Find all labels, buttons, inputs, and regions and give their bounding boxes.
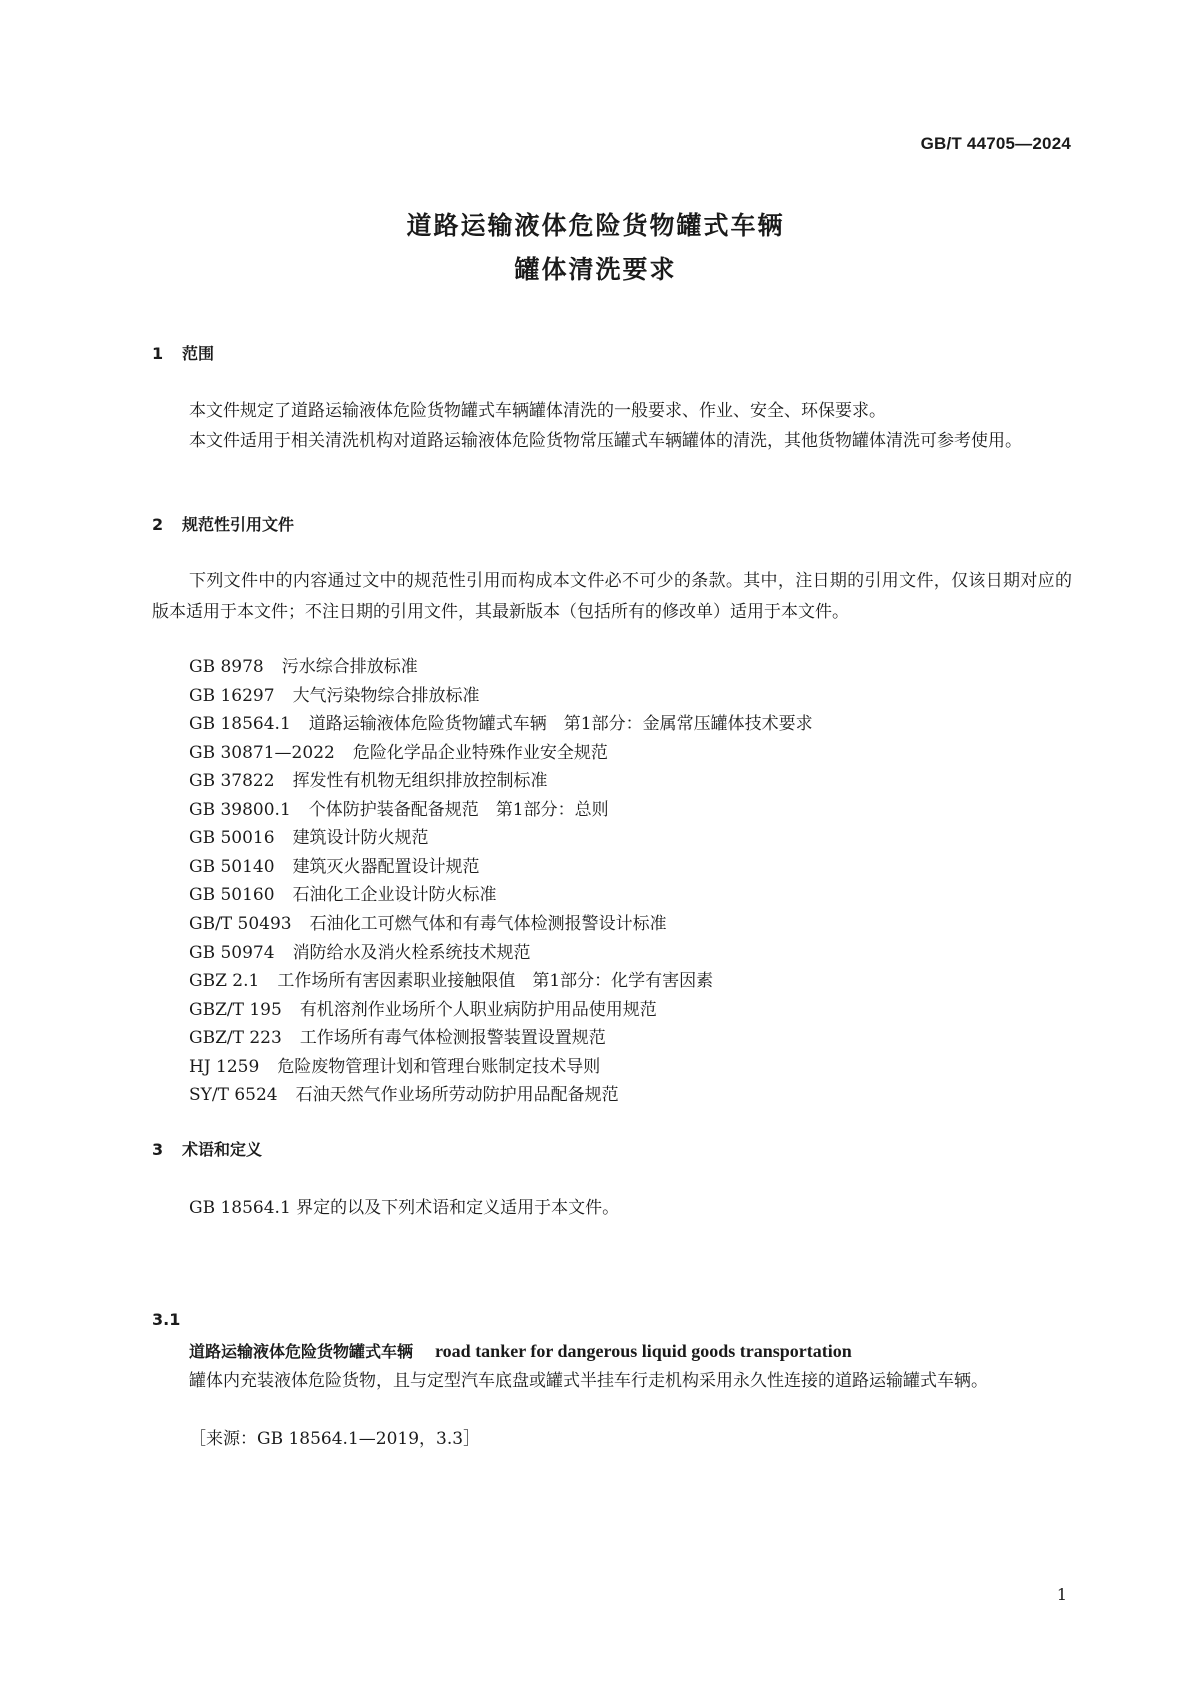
reference-title: 建筑设计防火规范 [292, 828, 429, 848]
reference-code: GB 18564.1 [189, 714, 291, 734]
section-number: 2 [152, 515, 164, 534]
reference-code: GB 16297 [189, 686, 275, 706]
paragraph: 下列文件中的内容通过文中的规范性引用而构成本文件必不可少的条款。其中，注日期的引用文件，仅该日期对应的版本适用于本文件；不注日期的引用文件，其最新版本（包括所有的修改单）适用于本文件。 [152, 571, 1072, 622]
term-number: 3.1 [152, 1310, 181, 1329]
reference-code: GB 39800.1 [189, 800, 291, 820]
reference-item [189, 681, 480, 712]
reference-code: GB 50140 [189, 857, 275, 877]
reference-code: GB 37822 [189, 771, 275, 791]
reference-code: GB 8978 [189, 657, 264, 677]
section-heading-scope [152, 341, 214, 364]
reference-item [189, 652, 418, 683]
section-number: 3 [152, 1140, 164, 1159]
paragraph: 本文件适用于相关清洗机构对道路运输液体危险货物常压罐式车辆罐体的清洗，其他货物罐体清洗可参考使用。 [189, 431, 1022, 451]
reference-code: GBZ/T 223 [189, 1028, 282, 1048]
reference-title: 挥发性有机物无组织排放控制标准 [292, 771, 548, 791]
reference-item [189, 795, 609, 826]
reference-item [189, 909, 667, 940]
reference-item [189, 738, 608, 769]
paragraph: 本文件规定了道路运输液体危险货物罐式车辆罐体清洗的一般要求、作业、安全、环保要求。 [189, 401, 886, 421]
reference-code: GB 50160 [189, 885, 275, 905]
reference-item [189, 1080, 619, 1111]
term-name-en: road tanker for dangerous liquid goods transportation [435, 1341, 852, 1361]
reference-title: 消防给水及消火栓系统技术规范 [292, 943, 531, 963]
reference-item [189, 880, 497, 911]
section-number: 1 [152, 344, 164, 363]
reference-code: GB 30871—2022 [189, 743, 335, 763]
reference-title: 个体防护装备配备规范 第1部分：总则 [308, 800, 609, 820]
reference-title: 石油化工企业设计防火标准 [292, 885, 497, 905]
reference-title: 有机溶剂作业场所个人职业病防护用品使用规范 [299, 1000, 657, 1020]
reference-item [189, 852, 480, 883]
reference-item [189, 1052, 600, 1083]
reference-item [189, 766, 548, 797]
term-heading [189, 1339, 852, 1362]
section-title: 规范性引用文件 [182, 515, 295, 534]
document-title-line-2: 罐体清洗要求 [514, 255, 677, 284]
term-definition: 罐体内充装液体危险货物，且与定型汽车底盘或罐式半挂车行走机构采用永久性连接的道路运输罐式车辆。 [189, 1371, 988, 1391]
section-title: 术语和定义 [182, 1140, 263, 1159]
reference-title: 建筑灭火器配置设计规范 [292, 857, 480, 877]
paragraph: GB 18564.1 界定的以及下列术语和定义适用于本文件。 [189, 1198, 620, 1218]
reference-item [189, 995, 657, 1026]
reference-item [189, 1023, 606, 1054]
reference-code: HJ 1259 [189, 1057, 260, 1077]
reference-title: 污水综合排放标准 [281, 657, 418, 677]
reference-item [189, 938, 531, 969]
reference-code: GB 50974 [189, 943, 275, 963]
reference-item [189, 709, 813, 740]
reference-title: 危险化学品企业特殊作业安全规范 [352, 743, 608, 763]
reference-title: 工作场所有毒气体检测报警装置设置规范 [299, 1028, 606, 1048]
reference-title: 石油天然气作业场所劳动防护用品配备规范 [295, 1085, 619, 1105]
reference-title: 危险废物管理计划和管理台账制定技术导则 [277, 1057, 601, 1077]
reference-title: 石油化工可燃气体和有毒气体检测报警设计标准 [309, 914, 667, 934]
reference-title: 道路运输液体危险货物罐式车辆 第1部分：金属常压罐体技术要求 [308, 714, 813, 734]
reference-code: GB 50016 [189, 828, 275, 848]
section-title: 范围 [182, 344, 215, 363]
term-name-zh: 道路运输液体危险货物罐式车辆 [189, 1342, 414, 1361]
term-source: ［来源：GB 18564.1—2019，3.3］ [189, 1429, 481, 1449]
reference-code: GBZ 2.1 [189, 971, 260, 991]
section-heading-terms-definitions [152, 1137, 262, 1160]
reference-code: SY/T 6524 [189, 1085, 278, 1105]
reference-item [189, 966, 713, 997]
reference-code: GBZ/T 195 [189, 1000, 282, 1020]
page-number: 1 [1056, 1585, 1067, 1604]
document-id: GB/T 44705—2024 [920, 134, 1071, 153]
reference-title: 大气污染物综合排放标准 [292, 686, 480, 706]
document-title-line-1: 道路运输液体危险货物罐式车辆 [406, 211, 785, 240]
reference-item [189, 823, 429, 854]
section-heading-normative-references [152, 512, 294, 535]
reference-title: 工作场所有害因素职业接触限值 第1部分：化学有害因素 [277, 971, 714, 991]
reference-code: GB/T 50493 [189, 914, 292, 934]
